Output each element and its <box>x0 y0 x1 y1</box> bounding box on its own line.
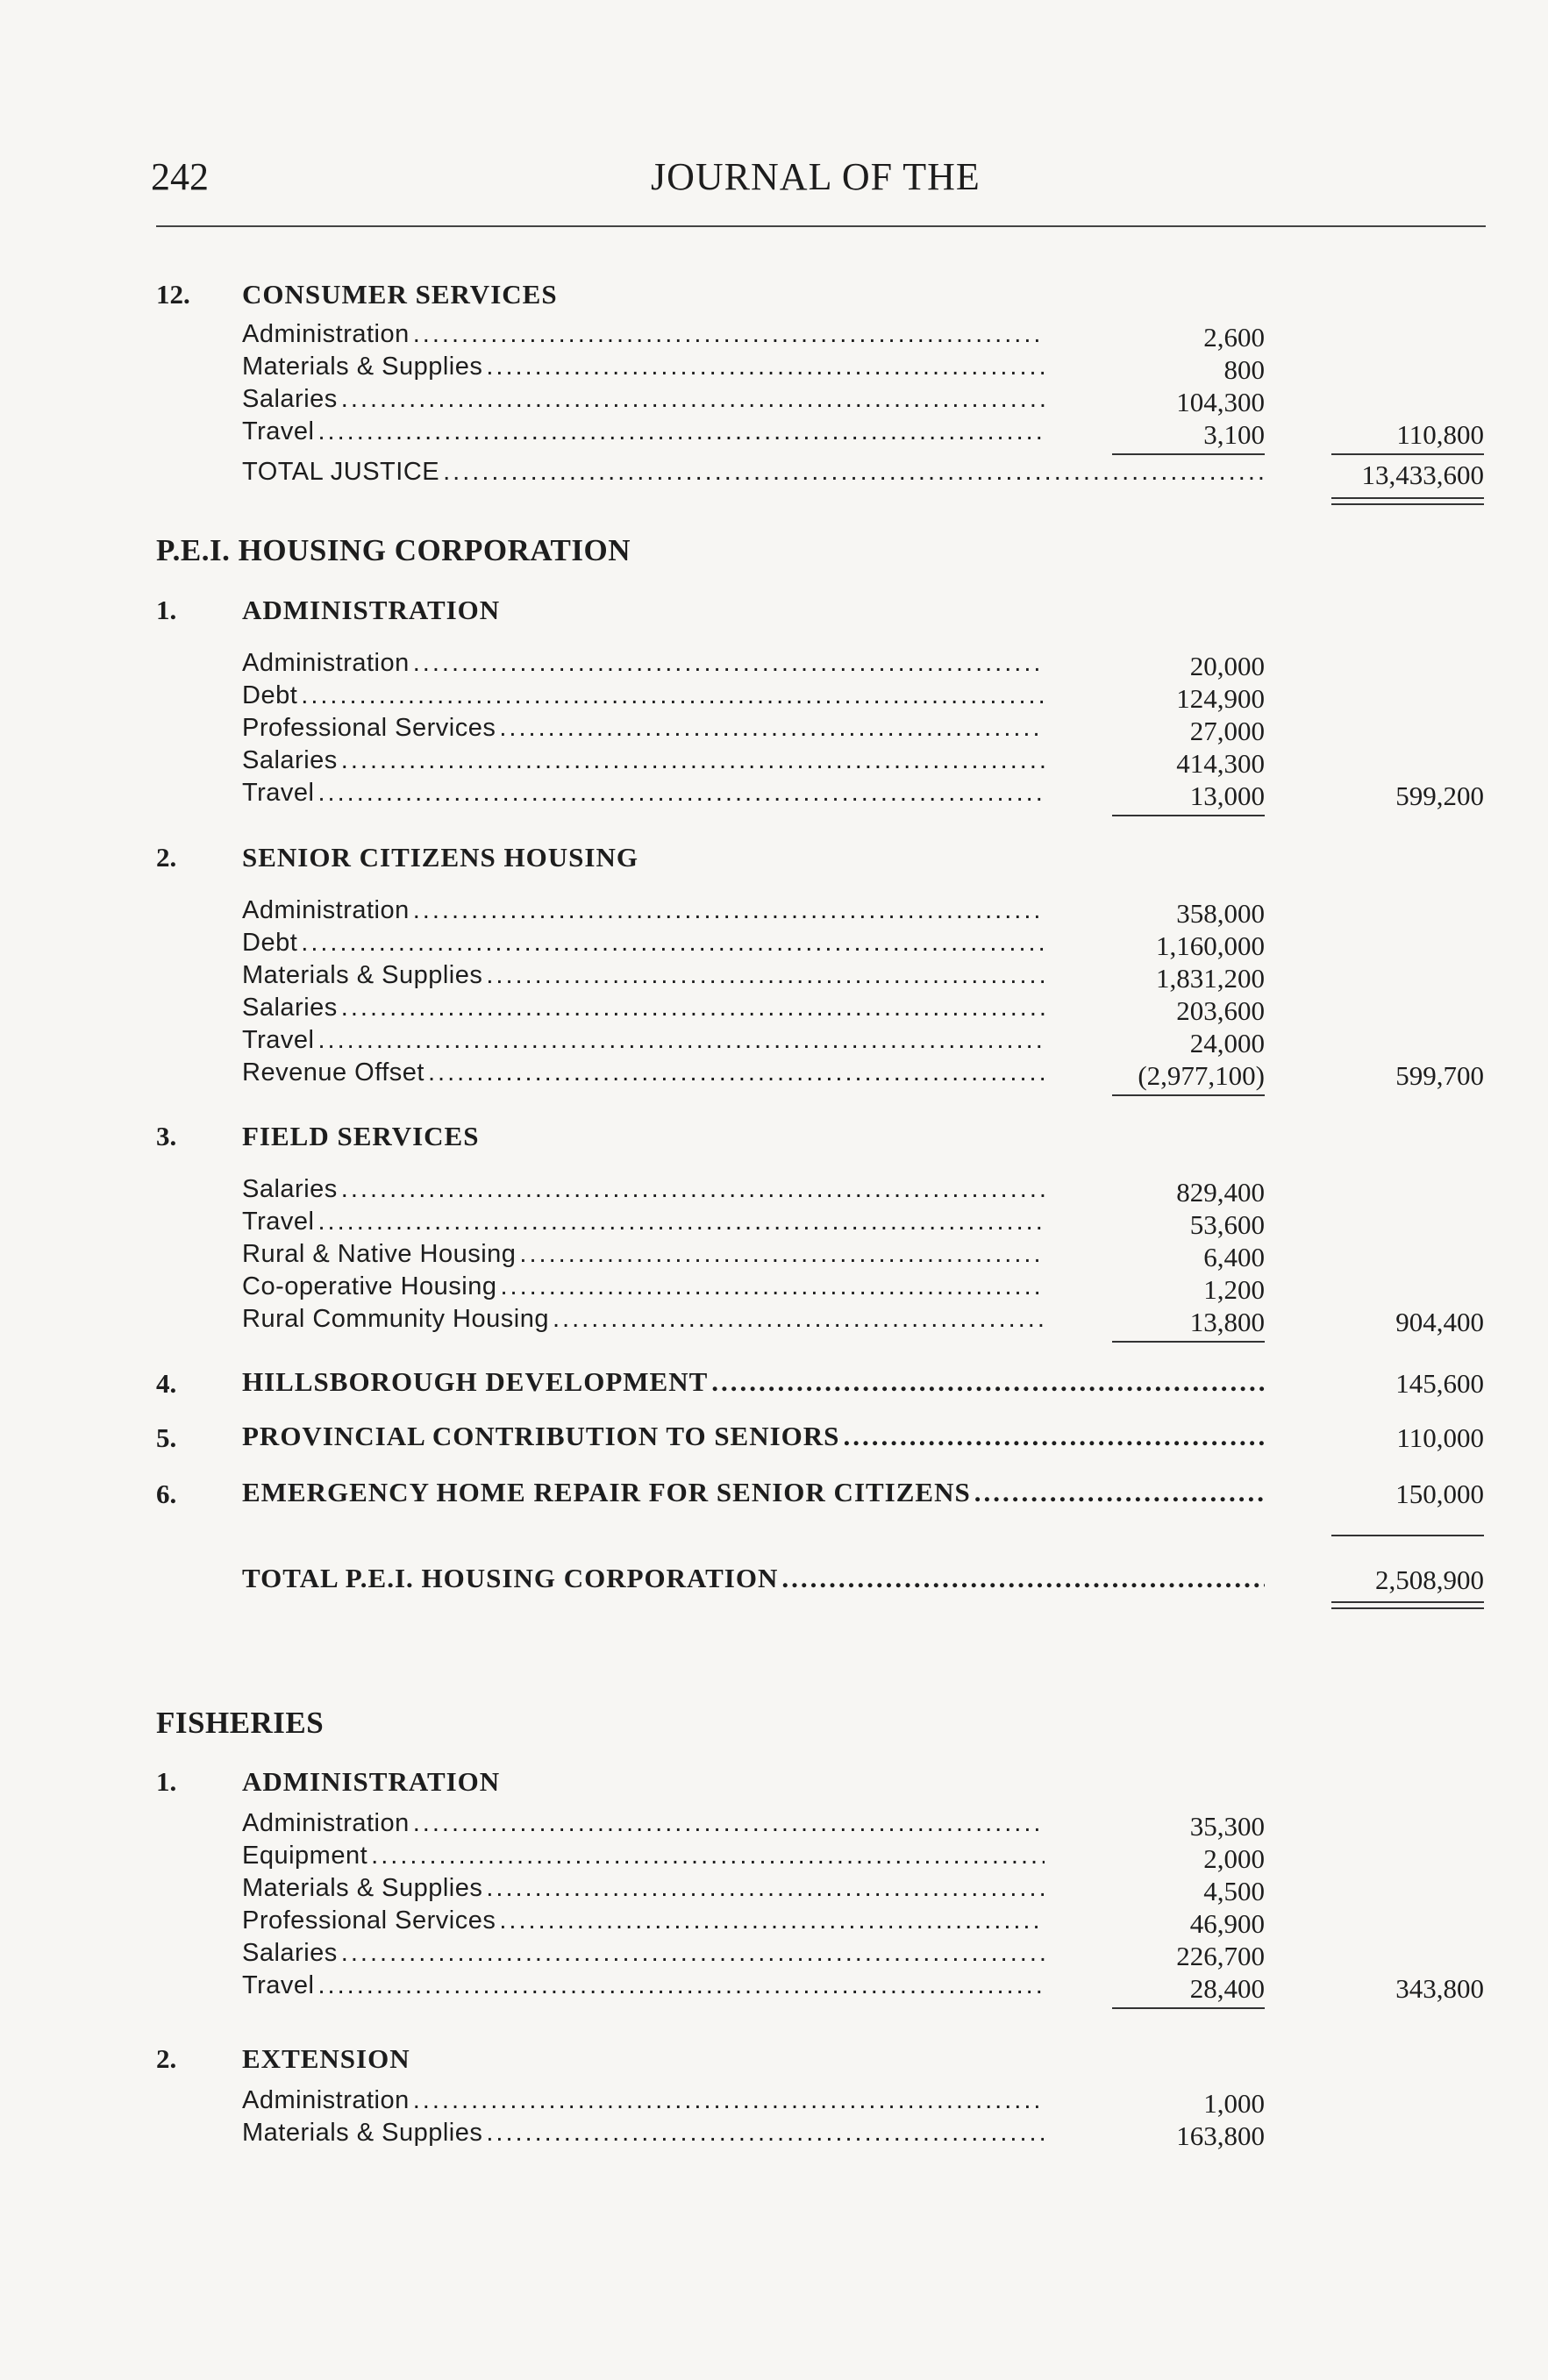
department-title: P.E.I. HOUSING CORPORATION <box>156 533 631 567</box>
leader-dots <box>519 1240 1045 1269</box>
line-item <box>242 2119 1045 2152</box>
section-number: 5. <box>156 1422 177 1453</box>
line-item-label: Travel <box>242 779 315 807</box>
leader-dots <box>443 458 1265 487</box>
department-title: FISHERIES <box>156 1706 325 1740</box>
line-item-amount: 358,000 <box>1176 898 1265 929</box>
leader-dots <box>301 681 1045 710</box>
leader-dots <box>318 1026 1045 1055</box>
total-label: TOTAL JUSTICE <box>242 458 440 486</box>
line-item-amount: 46,900 <box>1189 1908 1265 1939</box>
line-item-label: Materials & Supplies <box>242 2119 483 2147</box>
leader-dots <box>318 1971 1045 2000</box>
line-item-label: Rural & Native Housing <box>242 1240 517 1268</box>
line-item-amount: 829,400 <box>1176 1177 1265 1208</box>
leader-dots <box>341 746 1045 775</box>
line-item <box>242 1272 1045 1306</box>
line-item <box>242 1208 1045 1241</box>
section-line <box>242 1477 1265 1510</box>
line-item-amount: 4,500 <box>1203 1876 1265 1906</box>
line-item <box>242 1842 1045 1875</box>
total-double-rule <box>1331 497 1484 499</box>
line-item-amount: 414,300 <box>1176 748 1265 779</box>
line-item-amount: 163,800 <box>1176 2120 1265 2151</box>
line-item-amount: 203,600 <box>1176 995 1265 1026</box>
line-item <box>242 1874 1045 1907</box>
line-item-amount: 124,900 <box>1176 683 1265 714</box>
total-line <box>242 1563 1265 1596</box>
line-item-amount: 20,000 <box>1189 651 1265 681</box>
section-number: 4. <box>156 1368 177 1399</box>
line-item-amount: 226,700 <box>1176 1941 1265 1971</box>
line-item-label: Administration <box>242 1809 410 1837</box>
line-item <box>242 896 1045 930</box>
grand-total: 2,508,900 <box>1375 1564 1484 1595</box>
line-item-label: Administration <box>242 896 410 924</box>
line-item <box>242 649 1045 682</box>
section-line <box>242 1366 1265 1400</box>
line-item <box>242 2086 1045 2120</box>
line-item <box>242 1906 1045 1940</box>
line-item-label: Travel <box>242 1971 315 1999</box>
leader-dots <box>486 353 1045 381</box>
leader-dots <box>341 1175 1045 1204</box>
leader-dots <box>413 896 1045 925</box>
line-item-label: Administration <box>242 2086 410 2114</box>
line-item <box>242 1305 1045 1338</box>
section-title: FIELD SERVICES <box>242 1121 480 1151</box>
line-item-amount: 1,831,200 <box>1156 963 1265 994</box>
section-title: ADMINISTRATION <box>242 595 501 625</box>
subtotal-rule <box>1112 453 1265 455</box>
leader-dots <box>413 320 1045 349</box>
line-item <box>242 1939 1045 1972</box>
section-title: EXTENSION <box>242 2043 410 2074</box>
section-amount: 110,000 <box>1396 1422 1484 1453</box>
leader-dots <box>843 1421 1265 1452</box>
leader-dots <box>318 1208 1045 1236</box>
leader-dots <box>781 1563 1265 1594</box>
line-item-label: Equipment <box>242 1842 368 1870</box>
leader-dots <box>318 417 1045 446</box>
line-item-amount: 1,160,000 <box>1156 930 1265 961</box>
line-item-amount: 13,800 <box>1189 1307 1265 1337</box>
line-item-label: Administration <box>242 320 410 348</box>
line-item <box>242 746 1045 780</box>
section-amount: 150,000 <box>1395 1479 1484 1509</box>
line-item-amount: 1,200 <box>1203 1274 1265 1305</box>
line-item <box>242 385 1045 418</box>
line-item-amount: 35,300 <box>1189 1811 1265 1842</box>
line-item-label: Professional Services <box>242 714 496 742</box>
line-item-label: Debt <box>242 681 298 709</box>
section-number: 2. <box>156 842 177 873</box>
page-number: 242 <box>151 155 209 198</box>
leader-dots <box>500 1272 1045 1301</box>
running-head: JOURNAL OF THE <box>651 155 981 198</box>
section-amount: 145,600 <box>1395 1368 1484 1399</box>
section-line <box>242 1421 1265 1454</box>
line-item-label: Travel <box>242 1026 315 1054</box>
subtotal-rule <box>1331 453 1484 455</box>
line-item-amount: 800 <box>1223 354 1265 385</box>
section-subtotal: 599,700 <box>1395 1060 1484 1091</box>
line-item <box>242 994 1045 1027</box>
section-subtotal: 904,400 <box>1395 1307 1484 1337</box>
leader-dots <box>499 1906 1045 1935</box>
total-double-rule <box>1331 503 1484 505</box>
line-item-label: Co-operative Housing <box>242 1272 497 1300</box>
leader-dots <box>486 1874 1045 1903</box>
line-item-label: Salaries <box>242 385 338 413</box>
leader-dots <box>413 1809 1045 1838</box>
line-item-label: Administration <box>242 649 410 677</box>
leader-dots <box>341 994 1045 1023</box>
line-item-label: Professional Services <box>242 1906 496 1935</box>
line-item <box>242 353 1045 386</box>
line-item-label: Travel <box>242 1208 315 1236</box>
line-item-label: Salaries <box>242 994 338 1022</box>
subtotal-rule <box>1112 815 1265 816</box>
leader-dots <box>413 2086 1045 2115</box>
leader-dots <box>413 649 1045 678</box>
section-subtotal: 599,200 <box>1395 780 1484 811</box>
line-item-label: Revenue Offset <box>242 1058 424 1087</box>
line-item <box>242 1971 1045 2005</box>
total-label: TOTAL P.E.I. HOUSING CORPORATION <box>242 1563 779 1593</box>
line-item-amount: 6,400 <box>1203 1242 1265 1272</box>
section-number: 1. <box>156 595 177 625</box>
line-item-amount: 1,000 <box>1203 2088 1265 2119</box>
line-item-label: Materials & Supplies <box>242 1874 483 1902</box>
line-item <box>242 417 1045 451</box>
leader-dots <box>341 1939 1045 1968</box>
leader-dots <box>341 385 1045 414</box>
line-item <box>242 1240 1045 1273</box>
leader-dots <box>974 1477 1265 1508</box>
section-subtotal: 343,800 <box>1395 1973 1484 2004</box>
leader-dots <box>486 961 1045 990</box>
leader-dots <box>553 1305 1045 1334</box>
line-item-label: Materials & Supplies <box>242 353 483 381</box>
line-item <box>242 929 1045 962</box>
section-subtotal: 110,800 <box>1396 419 1484 450</box>
section-number: 12. <box>156 279 190 310</box>
subtotal-rule <box>1112 2007 1265 2009</box>
section-title: CONSUMER SERVICES <box>242 279 558 310</box>
line-item-label: Salaries <box>242 746 338 774</box>
section-number: 1. <box>156 1766 177 1797</box>
total-double-rule <box>1331 1601 1484 1603</box>
section-title: ADMINISTRATION <box>242 1766 501 1797</box>
leader-dots <box>428 1058 1045 1087</box>
line-item <box>242 714 1045 747</box>
line-item <box>242 1026 1045 1059</box>
leader-dots <box>499 714 1045 743</box>
section-number: 3. <box>156 1121 177 1151</box>
line-item-label: Travel <box>242 417 315 445</box>
line-item-amount: 2,600 <box>1203 322 1265 353</box>
total-double-rule <box>1331 1607 1484 1609</box>
total-line <box>242 458 1265 491</box>
line-item-amount: 53,600 <box>1189 1209 1265 1240</box>
section-title: SENIOR CITIZENS HOUSING <box>242 842 638 873</box>
line-item-amount: 2,000 <box>1203 1843 1265 1874</box>
leader-dots <box>301 929 1045 958</box>
line-item-amount: (2,977,100) <box>1138 1060 1265 1091</box>
subtotal-rule <box>1112 1094 1265 1096</box>
line-item <box>242 1175 1045 1208</box>
line-item-amount: 28,400 <box>1189 1973 1265 2004</box>
line-item <box>242 779 1045 812</box>
line-item-amount: 13,000 <box>1189 780 1265 811</box>
line-item-label: Rural Community Housing <box>242 1305 549 1333</box>
line-item-label: Salaries <box>242 1175 338 1203</box>
line-item-amount: 27,000 <box>1189 716 1265 746</box>
line-item <box>242 961 1045 994</box>
subtotal-rule <box>1112 1341 1265 1343</box>
line-item <box>242 320 1045 353</box>
line-item-label: Salaries <box>242 1939 338 1967</box>
subtotal-rule <box>1331 1535 1484 1536</box>
grand-total: 13,433,600 <box>1361 460 1484 490</box>
header-rule <box>156 225 1486 227</box>
line-item-label: Debt <box>242 929 298 957</box>
section-title: EMERGENCY HOME REPAIR FOR SENIOR CITIZENS <box>242 1477 971 1507</box>
section-number: 6. <box>156 1479 177 1509</box>
leader-dots <box>318 779 1045 808</box>
line-item-amount: 104,300 <box>1176 387 1265 417</box>
leader-dots <box>711 1366 1265 1398</box>
leader-dots <box>486 2119 1045 2148</box>
line-item-label: Materials & Supplies <box>242 961 483 989</box>
line-item <box>242 1058 1045 1092</box>
section-title: HILLSBOROUGH DEVELOPMENT <box>242 1366 709 1397</box>
line-item <box>242 681 1045 715</box>
leader-dots <box>371 1842 1045 1871</box>
section-number: 2. <box>156 2043 177 2074</box>
section-title: PROVINCIAL CONTRIBUTION TO SENIORS <box>242 1421 840 1451</box>
line-item <box>242 1809 1045 1842</box>
line-item-amount: 24,000 <box>1189 1028 1265 1058</box>
line-item-amount: 3,100 <box>1203 419 1265 450</box>
